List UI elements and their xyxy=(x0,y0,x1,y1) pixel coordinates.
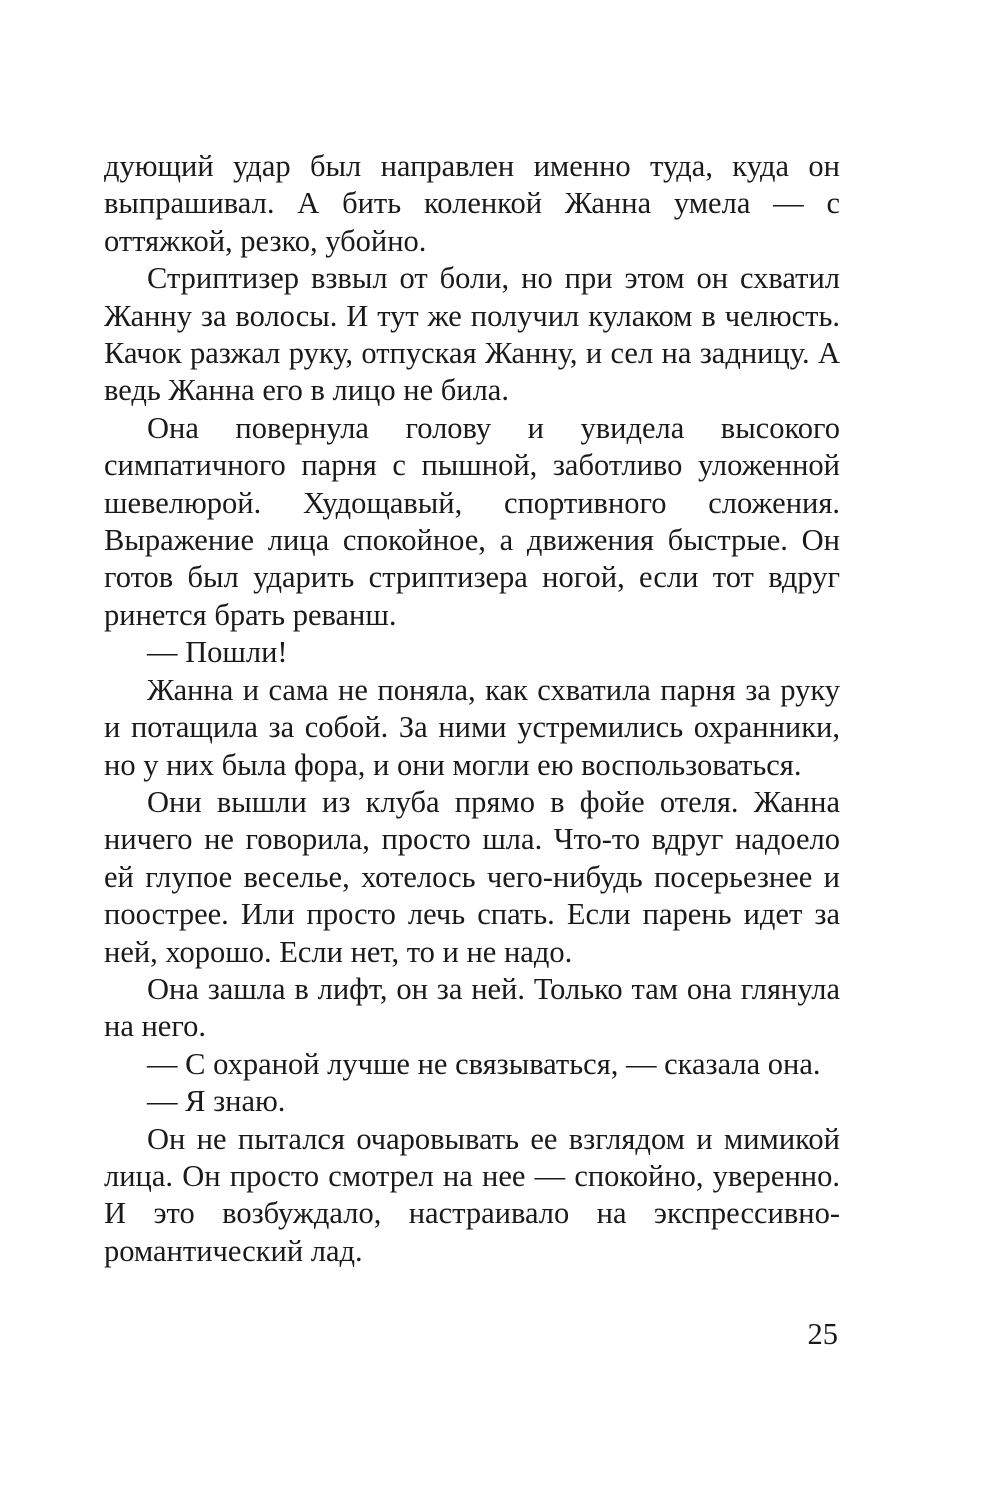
paragraph-5: Жанна и сама не поняла, как схватила парня за руку и потащила за собой. За ними устремились охранники, но у них была фора, и они могли ею воспользоваться. xyxy=(104,672,840,782)
paragraph-10: Он не пытался очаровывать ее взглядом и мимикой лица. Он просто смотрел на нее — спокойно, уверенно. И это возбуждало, настраивало на экспрессивно-романтический лад. xyxy=(104,1121,840,1268)
paragraph-6: Они вышли из клуба прямо в фойе отеля. Жанна ничего не говорила, просто шла. Что-то вдруг надоело ей глупое веселье, хотелось чего-нибудь посерьезнее и поострее. Или просто лечь спать. Если парень идет за ней, хорошо. Если нет, то и не надо. xyxy=(104,784,840,969)
paragraph-1: дующий удар был направлен именно туда, куда он выпрашивал. А бить коленкой Жанна умела — с оттяжкой, резко, убойно. xyxy=(104,149,840,258)
paragraph-7: Она зашла в лифт, он за ней. Только там она глянула на него. xyxy=(104,971,840,1044)
paragraph-4-dialogue: — Пошли! xyxy=(147,635,288,670)
page-number: 25 xyxy=(807,1317,838,1351)
paragraph-8-dialogue: — С охраной лучше не связываться, — сказала она. xyxy=(147,1046,821,1081)
paragraph-9-dialogue: — Я знаю. xyxy=(147,1084,286,1119)
paragraph-2: Стриптизер взвыл от боли, но при этом он схватил Жанну за волосы. И тут же получил кулаком в челюсть. Качок разжал руку, отпуская Жанну, и сел на задницу. А ведь Жанна его в лицо не била. xyxy=(104,261,840,408)
page-body xyxy=(104,148,840,1270)
paragraph-3: Она повернула голову и увидела высокого симпатичного парня с пышной, заботливо уложенной шевелюрой. Худощавый, спортивного сложения. Выражение лица спокойное, а движения быстрые. Он готов был ударить стриптизера ногой, если тот вдруг ринется брать реванш. xyxy=(104,410,840,632)
